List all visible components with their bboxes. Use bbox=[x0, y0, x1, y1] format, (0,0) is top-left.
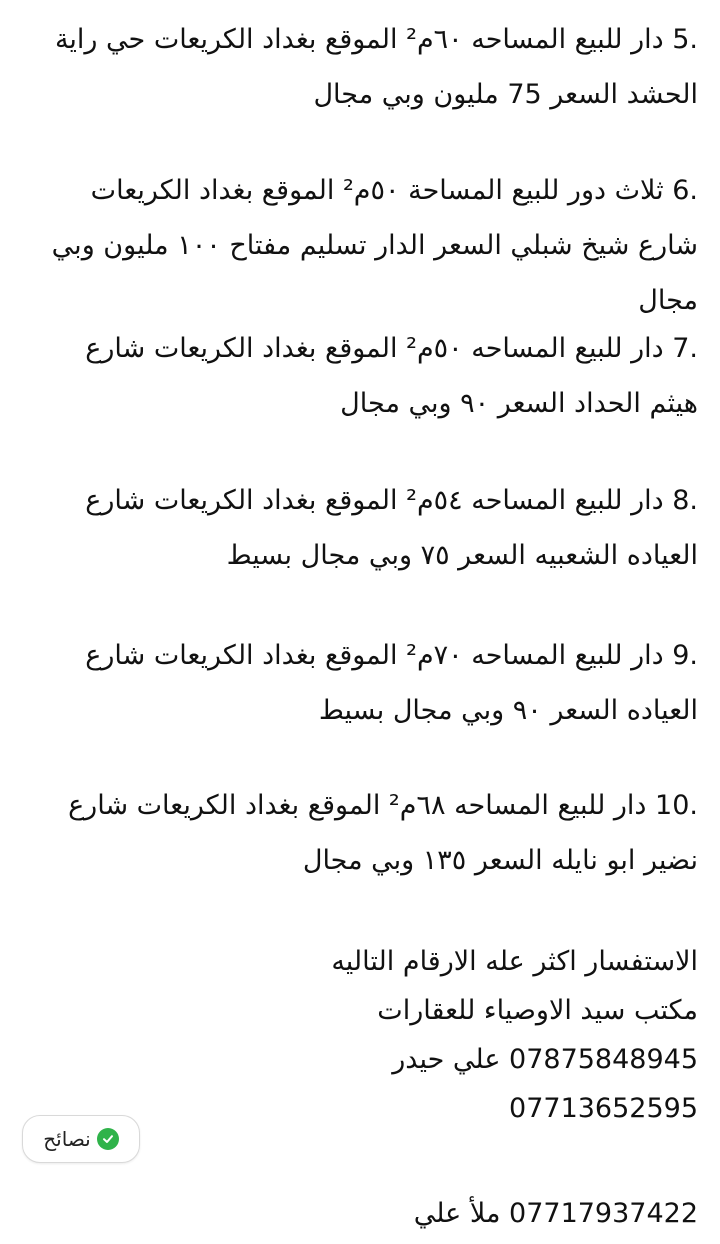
tips-button[interactable] bbox=[22, 1115, 140, 1163]
listing-number: 5. bbox=[672, 24, 698, 55]
contact-block-2 bbox=[414, 1189, 698, 1238]
listing-number: 7. bbox=[672, 333, 698, 364]
check-circle-icon bbox=[97, 1128, 119, 1150]
listing-item bbox=[40, 12, 698, 122]
listing-number: 10. bbox=[655, 790, 698, 821]
phone-mulla-ali: 07717937422 ملأ علي bbox=[413, 1198, 698, 1229]
tips-label: نصائح bbox=[43, 1127, 91, 1151]
listing-text: دار للبيع المساحه ٥٠م² الموقع بغداد الكريعات شارع هيثم الحداد السعر ٩٠ وبي مجال bbox=[85, 333, 698, 419]
listing-item bbox=[40, 778, 698, 888]
listing-text: دار للبيع المساحه ٥٤م² الموقع بغداد الكريعات شارع العياده الشعبيه السعر ٧٥ وبي مجال بسيط bbox=[85, 485, 698, 571]
listing-text: دار للبيع المساحه ٦٠م² الموقع بغداد الكريعات حي راية الحشد السعر 75 مليون وبي مجال bbox=[54, 24, 698, 110]
inquiry-text: الاستفسار اكثر عله الارقام التاليه bbox=[331, 946, 698, 977]
listing-text: دار للبيع المساحه ٦٨م² الموقع بغداد الكريعات شارع نضير ابو نايله السعر ١٣٥ وبي مجال bbox=[68, 790, 698, 876]
phone-ali-haider: 07875848945 علي حيدر bbox=[392, 1044, 698, 1075]
listing-item bbox=[40, 628, 698, 738]
listing-text: ثلاث دور للبيع المساحة ٥٠م² الموقع بغداد الكريعات شارع شيخ شبلي السعر الدار تسليم مفتاح ١٠٠ مليون وبي مجال bbox=[51, 175, 698, 316]
listing-number: 8. bbox=[672, 485, 698, 516]
listing-number: 9. bbox=[672, 640, 698, 671]
listing-item bbox=[40, 473, 698, 583]
listing-number: 6. bbox=[672, 175, 698, 206]
phone-number: 07713652595 bbox=[509, 1093, 698, 1124]
listing-item bbox=[40, 163, 698, 328]
listing-text: دار للبيع المساحه ٧٠م² الموقع بغداد الكريعات شارع العياده السعر ٩٠ وبي مجال بسيط bbox=[85, 640, 698, 726]
listing-item bbox=[40, 321, 698, 431]
office-name: مكتب سيد الاوصياء للعقارات bbox=[377, 995, 698, 1026]
contact-block bbox=[331, 937, 698, 1133]
